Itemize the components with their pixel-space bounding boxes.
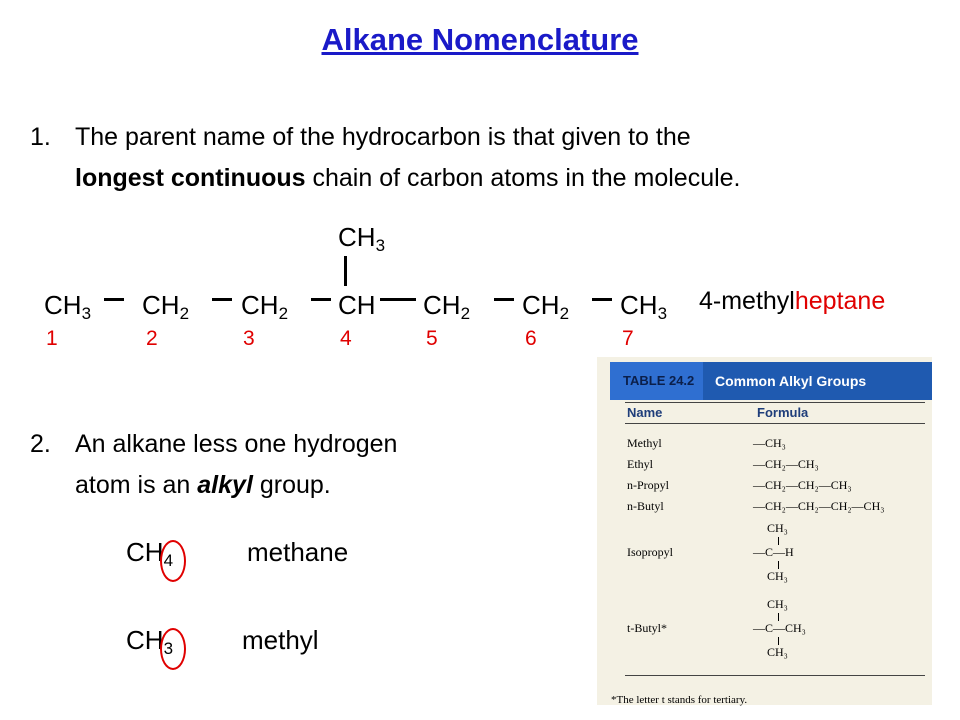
compound-name <box>699 287 885 316</box>
table-row-formula: —CH₃ <box>753 436 786 450</box>
table-rule <box>625 675 925 676</box>
table-row-name: Isopropyl <box>627 545 673 559</box>
compound-name-prefix: 4-methyl <box>699 287 795 315</box>
bond-4-5 <box>380 298 416 301</box>
carbon-number-7: 7 <box>622 327 634 350</box>
table-vertical-bond <box>778 613 779 621</box>
table-row-name: Ethyl <box>627 457 653 471</box>
column-header-name: Name <box>627 405 663 420</box>
hydrogen-highlight-circle <box>160 628 186 670</box>
table-row-name: Methyl <box>627 436 662 450</box>
point-1-rest: chain of carbon atoms in the molecule. <box>305 164 741 192</box>
carbon-number-3: 3 <box>243 327 255 350</box>
table-row-formula: —C—H <box>753 545 794 559</box>
bond-3-4 <box>311 298 331 301</box>
table-header-bar <box>610 362 932 400</box>
table-row-name: n-Propyl <box>627 478 669 492</box>
methane-formula: CH4 <box>126 537 174 570</box>
table-row-name: t-Butyl* <box>627 621 668 635</box>
table-row-name: n-Butyl <box>627 499 664 513</box>
carbon-3: CH2 <box>241 290 289 323</box>
table-row-formula: —C—CH₃ <box>753 621 806 635</box>
table-row-formula-top: CH₃ <box>767 597 788 611</box>
alkyl-groups-table <box>597 357 932 705</box>
table-row-formula-bottom: CH₃ <box>767 569 788 583</box>
point-2-line1: An alkane less one hydrogen <box>75 430 398 458</box>
carbon-number-5: 5 <box>426 327 438 350</box>
carbon-number-1: 1 <box>46 327 58 350</box>
bond-2-3 <box>212 298 232 301</box>
methyl-formula: CH3 <box>126 625 174 658</box>
table-row-formula: —CH₂—CH₂—CH₃ <box>753 478 852 492</box>
point-2 <box>30 424 550 506</box>
table-row-formula-top: CH₃ <box>767 521 788 535</box>
bond-6-7 <box>592 298 612 301</box>
carbon-7: CH3 <box>620 290 668 323</box>
table-row-formula: —CH₂—CH₃ <box>753 457 819 471</box>
compound-name-parent: heptane <box>794 287 886 315</box>
vertical-bond <box>344 256 347 286</box>
carbon-2: CH2 <box>142 290 190 323</box>
table-row-formula: —CH₂—CH₂—CH₂—CH₃ <box>753 499 885 513</box>
table-row-formula-bottom: CH₃ <box>767 645 788 659</box>
point-1-bold: longest continuous <box>75 164 306 192</box>
carbon-number-2: 2 <box>146 327 158 350</box>
table-number: TABLE 24.2 <box>610 362 703 400</box>
page-title: Alkane Nomenclature <box>321 22 639 57</box>
table-vertical-bond <box>778 637 779 645</box>
methyl-name: methyl <box>242 625 319 655</box>
carbon-number-4: 4 <box>340 327 352 350</box>
carbon-6: CH2 <box>522 290 570 323</box>
branch-methyl: CH3 <box>338 222 386 255</box>
table-rule <box>625 423 925 424</box>
table-vertical-bond <box>778 561 779 569</box>
methane-name: methane <box>247 537 349 567</box>
point-2-number: 2. <box>30 430 51 458</box>
alkyl-term: alkyl <box>197 471 253 499</box>
carbon-1: CH3 <box>44 290 92 323</box>
carbon-number-6: 6 <box>525 327 537 350</box>
table-rule <box>625 402 925 403</box>
bond-1-2 <box>104 298 124 301</box>
carbon-4: CH <box>338 290 376 320</box>
bond-5-6 <box>494 298 514 301</box>
point-1-line1: The parent name of the hydrocarbon is that given to the <box>75 123 691 151</box>
table-title: Common Alkyl Groups <box>715 373 867 389</box>
point-2-line2: atom is an alkyl group. <box>75 471 331 499</box>
hydrogen-highlight-circle <box>160 540 186 582</box>
point-1-number: 1. <box>30 123 51 151</box>
table-vertical-bond <box>778 537 779 545</box>
carbon-5: CH2 <box>423 290 471 323</box>
table-footnote: *The letter t stands for tertiary. <box>611 694 748 706</box>
column-header-formula: Formula <box>757 405 809 420</box>
